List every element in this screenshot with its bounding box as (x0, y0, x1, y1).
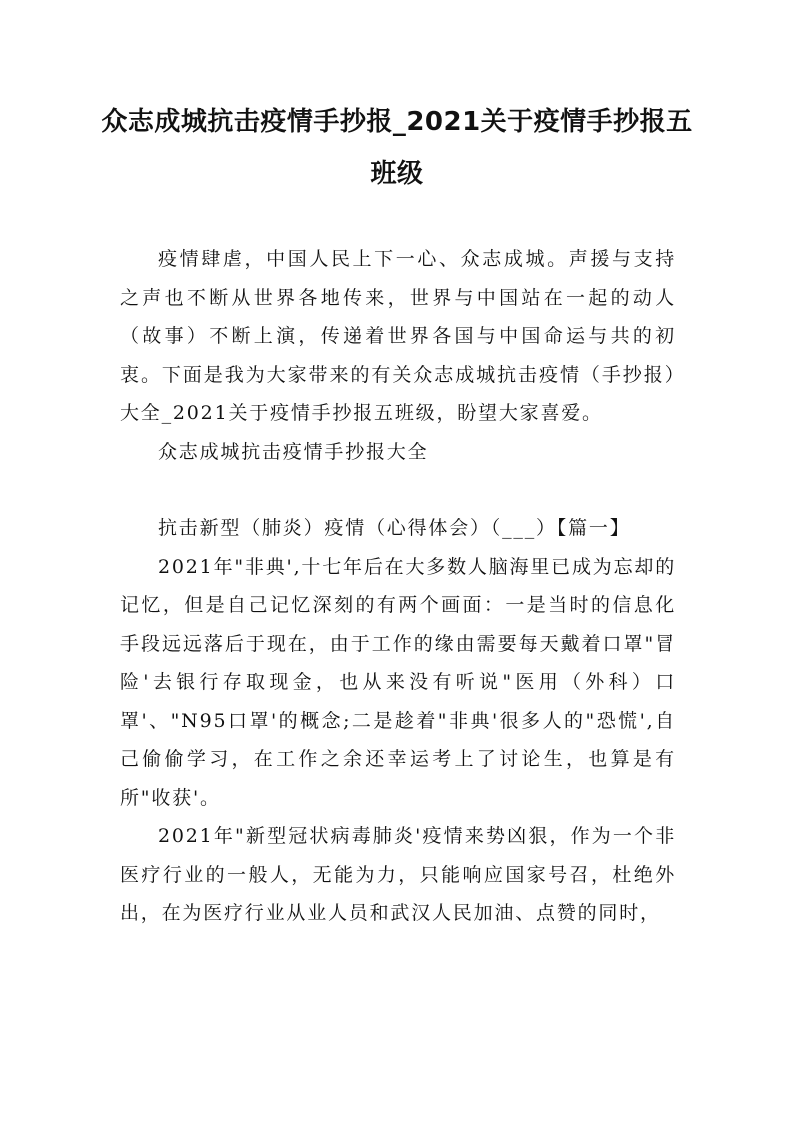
body-paragraph: 2021年"新型冠状病毒肺炎'疫情来势凶狠，作为一个非医疗行业的一般人，无能为力，只能响应国家号召，杜绝外出，在为医疗行业从业人员和武汉人民加油、点赞的同时， (120, 825, 676, 924)
intro-paragraph: 疫情肆虐，中国人民上下一心、众志成城。声援与支持之声也不断从世界各地传来，世界与中国站在一起的动人（故事）不断上演，传递着世界各国与中国命运与共的初衷。下面是我为大家带来的有关众志成城抗击疫情（手抄报）大全_2021关于疫情手抄报五班级，盼望大家喜爱。 (120, 248, 676, 424)
body-paragraph: 2021年"非典',十七年后在大多数人脑海里已成为忘却的记忆，但是自己记忆深刻的有两个画面：一是当时的信息化手段远远落后于现在，由于工作的缘由需要每天戴着口罩"冒险'去银行存取现金，也从来没有听说"医用（外科）口罩'、"N95口罩'的概念;二是趁着"非典'很多人的"恐慌',自己偷偷学习，在工作之余还幸运考上了讨论生，也算是有所"收获'。 (120, 555, 676, 809)
document-title: 众志成城抗击疫情手抄报_2021关于疫情手抄报五班级 (101, 107, 693, 189)
chapter-heading: 抗击新型（肺炎）疫情（心得体会）（___）【篇一】 (158, 517, 631, 539)
document-body (120, 240, 676, 933)
section-heading: 众志成城抗击疫情手抄报大全 (158, 440, 429, 463)
